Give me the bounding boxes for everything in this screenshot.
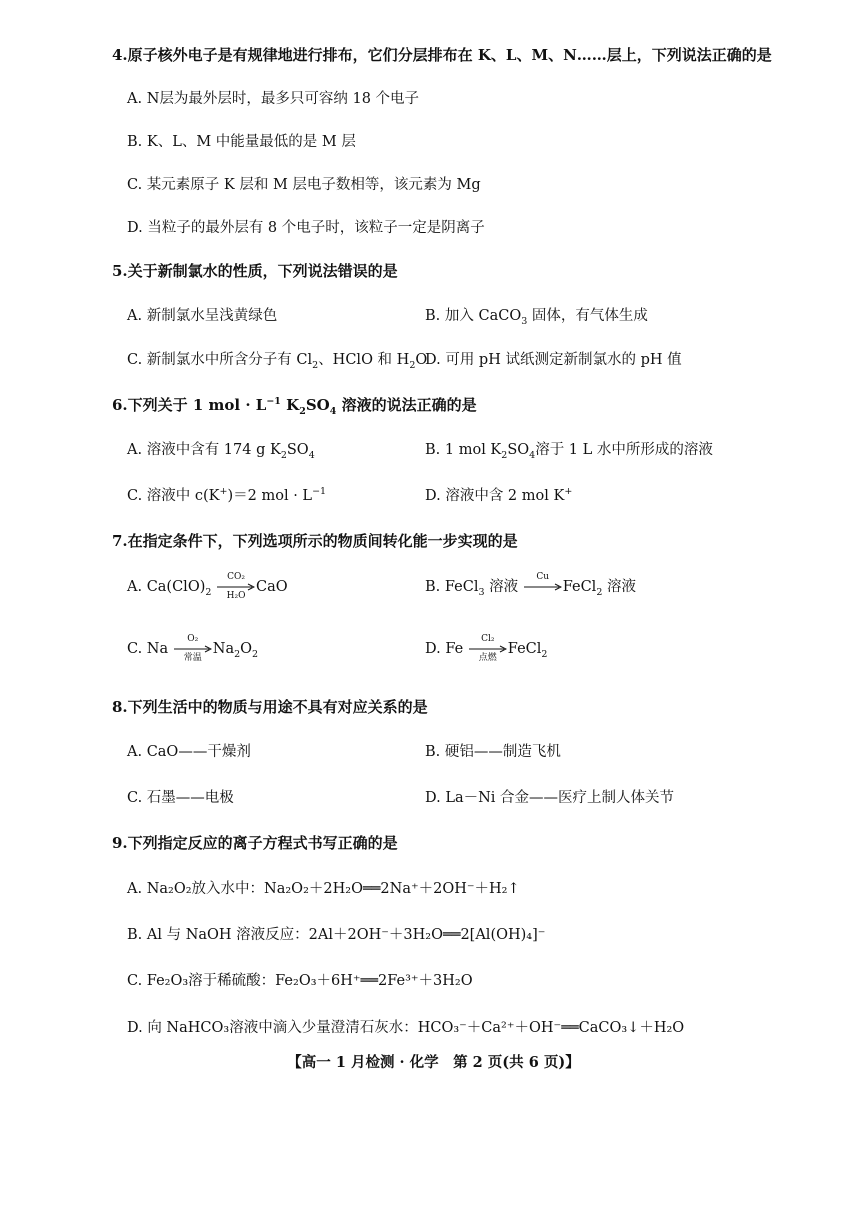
superscript: −1 <box>266 396 281 407</box>
question-6-option-a <box>127 438 315 461</box>
text: 6.下列关于 1 mol · L <box>112 396 267 414</box>
question-9-option-a: A. Na₂O₂放入水中：Na₂O₂＋2H₂O══2Na⁺＋2OH⁻＋H₂↑ <box>127 881 520 897</box>
question-6-option-c <box>127 484 326 505</box>
subscript: 2 <box>205 586 212 598</box>
text: SO <box>286 442 309 458</box>
text: SO <box>507 442 530 458</box>
subscript: 4 <box>329 406 337 417</box>
arrow-condition-top: Cu <box>536 572 550 582</box>
question-9-option-c: C. Fe₂O₃溶于稀硫酸：Fe₂O₃＋6H⁺══2Fe³⁺＋3H₂O <box>127 973 473 989</box>
reaction-arrow <box>174 635 212 663</box>
text: C. Na <box>127 641 169 657</box>
question-4-option-d: D. 当粒子的最外层有 8 个电子时，该粒子一定是阴离子 <box>127 220 485 236</box>
question-6-option-d <box>425 484 572 505</box>
question-5-option-d: D. 可用 pH 试纸测定新制氯水的 pH 值 <box>425 352 682 368</box>
question-9-option-b: B. Al 与 NaOH 溶液反应：2Al＋2OH⁻＋3H₂O══2[Al(OH)₄]⁻ <box>127 927 546 943</box>
arrow-icon <box>217 583 255 591</box>
text: O <box>415 352 428 368</box>
question-4-stem: 4.原子核外电子是有规律地进行排布，它们分层排布在 K、L、M、N……层上，下列说法正确的是 <box>112 46 772 64</box>
subscript: 2 <box>312 359 319 371</box>
subscript: 2 <box>252 648 259 660</box>
text: 溶于 1 L 水中所形成的溶液 <box>535 442 713 458</box>
text: FeCl <box>562 579 597 595</box>
reaction-arrow <box>469 635 507 663</box>
text: CaO <box>256 579 288 595</box>
page-footer: 【高一 1 月检测 · 化学 第 2 页(共 6 页)】 <box>287 1054 580 1071</box>
question-8-option-c: C. 石墨——电极 <box>127 790 234 806</box>
question-7-option-b <box>425 573 636 601</box>
reaction-arrow <box>217 573 255 601</box>
subscript: 2 <box>541 648 548 660</box>
text: SO <box>305 396 330 414</box>
question-7-option-c <box>127 635 258 663</box>
subscript: 2 <box>234 648 241 660</box>
text: B. 1 mol K <box>425 442 502 458</box>
text: B. FeCl <box>425 579 479 595</box>
subscript: 2 <box>501 449 508 461</box>
question-4-option-b: B. K、L、M 中能量最低的是 M 层 <box>127 134 356 150</box>
question-5-option-c <box>127 348 427 371</box>
question-8-option-a: A. CaO——干燥剂 <box>127 744 251 760</box>
subscript: 3 <box>478 586 485 598</box>
text: D. 溶液中含 2 mol K <box>425 488 565 504</box>
text: D. Fe <box>425 641 464 657</box>
question-7-stem: 7.在指定条件下，下列选项所示的物质间转化能一步实现的是 <box>112 532 518 550</box>
text: Na <box>212 641 235 657</box>
text: 、HClO 和 H <box>318 352 410 368</box>
question-5-stem: 5.关于新制氯水的性质，下列说法错误的是 <box>112 262 398 280</box>
text: )＝2 mol · L <box>227 488 313 504</box>
question-4-option-c: C. 某元素原子 K 层和 M 层电子数相等，该元素为 Mg <box>127 177 481 193</box>
question-6-stem <box>112 394 477 417</box>
superscript: + <box>564 486 573 498</box>
arrow-condition-top: O₂ <box>187 634 199 644</box>
arrow-condition-bottom <box>541 592 544 601</box>
arrow-condition-top: Cl₂ <box>481 634 495 644</box>
question-5-option-b <box>425 304 648 327</box>
question-5-option-a: A. 新制氯水呈浅黄绿色 <box>127 308 278 324</box>
text: B. 加入 CaCO <box>425 308 522 324</box>
text: 溶液 <box>602 579 636 595</box>
question-8-option-b: B. 硬铝——制造飞机 <box>425 744 561 760</box>
text: A. Ca(ClO) <box>127 579 206 595</box>
subscript: 2 <box>409 359 416 371</box>
question-9-option-d: D. 向 NaHCO₃溶液中滴入少量澄清石灰水：HCO₃⁻＋Ca²⁺＋OH⁻══CaCO₃↓＋H₂O <box>127 1020 685 1036</box>
arrow-icon <box>174 645 212 653</box>
reaction-arrow <box>524 573 562 601</box>
arrow-icon <box>524 583 562 591</box>
text: C. 新制氯水中所含分子有 Cl <box>127 352 313 368</box>
text: FeCl <box>507 641 542 657</box>
question-7-option-a <box>127 573 288 601</box>
subscript: 4 <box>529 449 536 461</box>
arrow-condition-bottom: H₂O <box>226 591 246 601</box>
arrow-condition-bottom: 点燃 <box>478 653 497 663</box>
text: 固体，有气体生成 <box>527 308 648 324</box>
superscript: + <box>219 486 228 498</box>
text: C. 溶液中 c(K <box>127 488 220 504</box>
text: K <box>280 396 300 414</box>
subscript: 2 <box>596 586 603 598</box>
arrow-icon <box>469 645 507 653</box>
subscript: 2 <box>299 406 306 417</box>
arrow-condition-top: CO₂ <box>227 572 245 582</box>
question-8-option-d: D. La－Ni 合金——医疗上制人体关节 <box>425 790 675 806</box>
arrow-condition-bottom: 常温 <box>183 653 202 663</box>
question-9-stem: 9.下列指定反应的离子方程式书写正确的是 <box>112 834 398 852</box>
text: A. 溶液中含有 174 g K <box>127 442 281 458</box>
question-8-stem: 8.下列生活中的物质与用途不具有对应关系的是 <box>112 698 428 716</box>
superscript: −1 <box>312 486 327 498</box>
subscript: 4 <box>308 449 315 461</box>
subscript: 2 <box>280 449 287 461</box>
question-7-option-d <box>425 635 547 663</box>
question-6-option-b <box>425 438 713 461</box>
question-4-option-a: A. N层为最外层时，最多只可容纳 18 个电子 <box>127 91 420 107</box>
text: O <box>240 641 253 657</box>
text: 溶液 <box>484 579 519 595</box>
subscript: 3 <box>521 315 528 327</box>
text: 溶液的说法正确的是 <box>336 396 477 414</box>
